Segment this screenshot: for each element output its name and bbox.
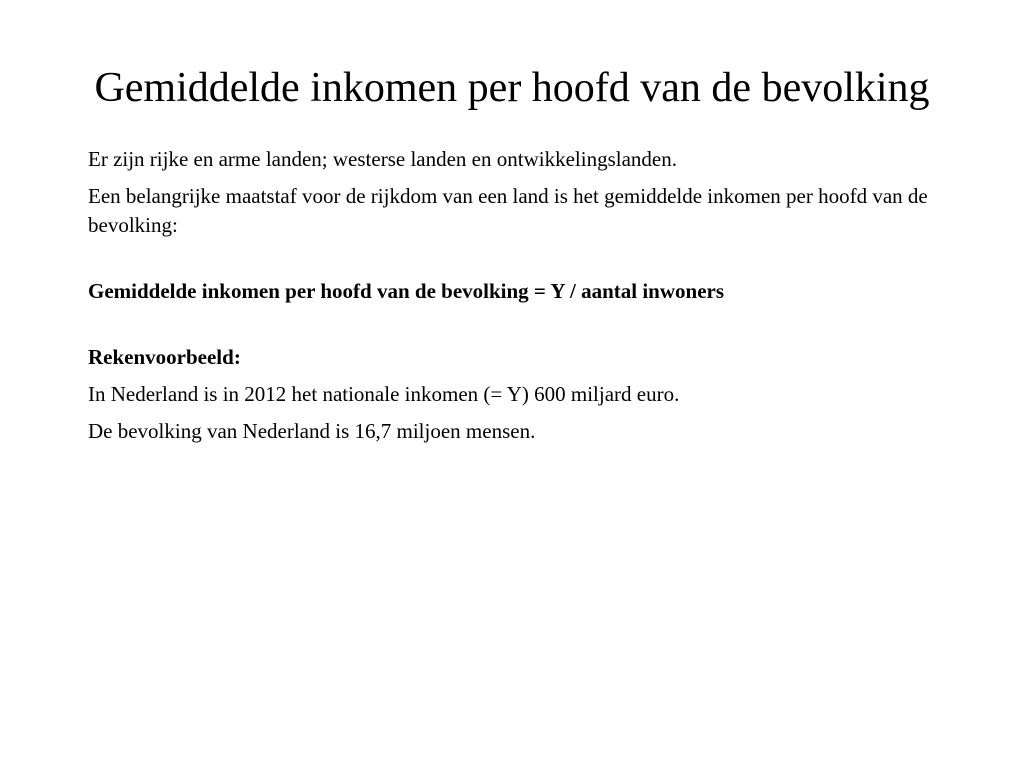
spacer xyxy=(88,306,968,335)
paragraph-rich-poor: Er zijn rijke en arme landen; westerse landen en ontwikkelingslanden. xyxy=(88,147,677,171)
slide-title: Gemiddelde inkomen per hoofd van de bevolking xyxy=(94,65,930,111)
spacer xyxy=(88,240,968,269)
formula-text: Gemiddelde inkomen per hoofd van de bevolking = Y / aantal inwoners xyxy=(88,279,725,303)
paragraph-population: De bevolking van Nederland is 16,7 miljoen mensen. xyxy=(88,419,536,443)
paragraph-measure: Een belangrijke maatstaf voor de rijkdom van een land is het gemiddelde inkomen per hoofd van de bevolking: xyxy=(88,184,928,237)
example-heading: Rekenvoorbeeld: xyxy=(88,345,241,369)
slide-body xyxy=(88,145,968,454)
paragraph-national-income: In Nederland is in 2012 het nationale inkomen (= Y) 600 miljard euro. xyxy=(88,382,680,406)
